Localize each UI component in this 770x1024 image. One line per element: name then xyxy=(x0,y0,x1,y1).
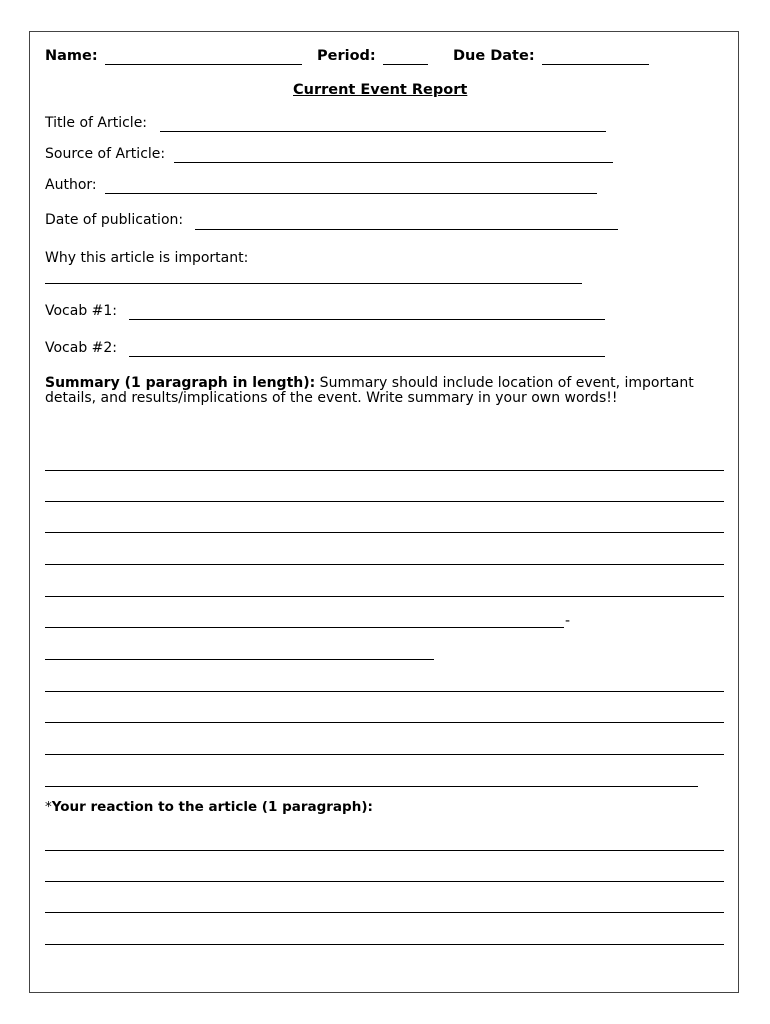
vocab1-blank[interactable] xyxy=(129,319,605,320)
period-label: Period: xyxy=(317,48,376,64)
title-of-article-blank[interactable] xyxy=(160,131,606,132)
source-of-article-label: Source of Article: xyxy=(45,146,166,162)
worksheet-page xyxy=(29,31,739,993)
reaction-asterisk: * xyxy=(45,799,52,815)
due-date-blank[interactable] xyxy=(542,64,649,65)
name-label: Name: xyxy=(45,48,98,64)
source-of-article-blank[interactable] xyxy=(174,162,613,163)
period-blank[interactable] xyxy=(383,64,428,65)
summary-line[interactable] xyxy=(45,722,724,723)
stray-dash: - xyxy=(565,613,571,629)
vocab1-label: Vocab #1: xyxy=(45,303,118,319)
page-title: Current Event Report xyxy=(293,82,468,98)
name-blank[interactable] xyxy=(105,64,302,65)
summary-line[interactable] xyxy=(45,501,724,502)
summary-line[interactable] xyxy=(45,691,724,692)
summary-line[interactable] xyxy=(45,532,724,533)
due-date-label: Due Date: xyxy=(453,48,535,64)
reaction-line[interactable] xyxy=(45,912,724,913)
vocab2-blank[interactable] xyxy=(129,356,605,357)
vocab2-label: Vocab #2: xyxy=(45,340,118,356)
reaction-line[interactable] xyxy=(45,944,724,945)
title-of-article-label: Title of Article: xyxy=(45,115,148,131)
summary-line[interactable] xyxy=(45,659,434,660)
summary-instructions xyxy=(45,376,705,406)
summary-line[interactable] xyxy=(45,564,724,565)
summary-line[interactable] xyxy=(45,786,698,787)
reaction-label-text: Your reaction to the article (1 paragraph): xyxy=(51,799,373,815)
summary-label: Summary (1 paragraph in length): xyxy=(45,375,316,391)
summary-line[interactable] xyxy=(45,596,724,597)
author-blank[interactable] xyxy=(105,193,597,194)
why-important-blank[interactable] xyxy=(45,283,582,284)
reaction-line[interactable] xyxy=(45,850,724,851)
date-of-publication-blank[interactable] xyxy=(195,229,618,230)
why-important-label: Why this article is important: xyxy=(45,250,249,266)
date-of-publication-label: Date of publication: xyxy=(45,212,184,228)
reaction-line[interactable] xyxy=(45,881,724,882)
summary-line[interactable] xyxy=(45,754,724,755)
author-label: Author: xyxy=(45,177,97,193)
summary-text: Summary should include location of event, important details, and results/implications of the event. Write summary in your own words!! xyxy=(45,375,694,406)
summary-line[interactable] xyxy=(45,627,564,628)
summary-line[interactable] xyxy=(45,470,724,471)
reaction-label xyxy=(45,801,373,815)
